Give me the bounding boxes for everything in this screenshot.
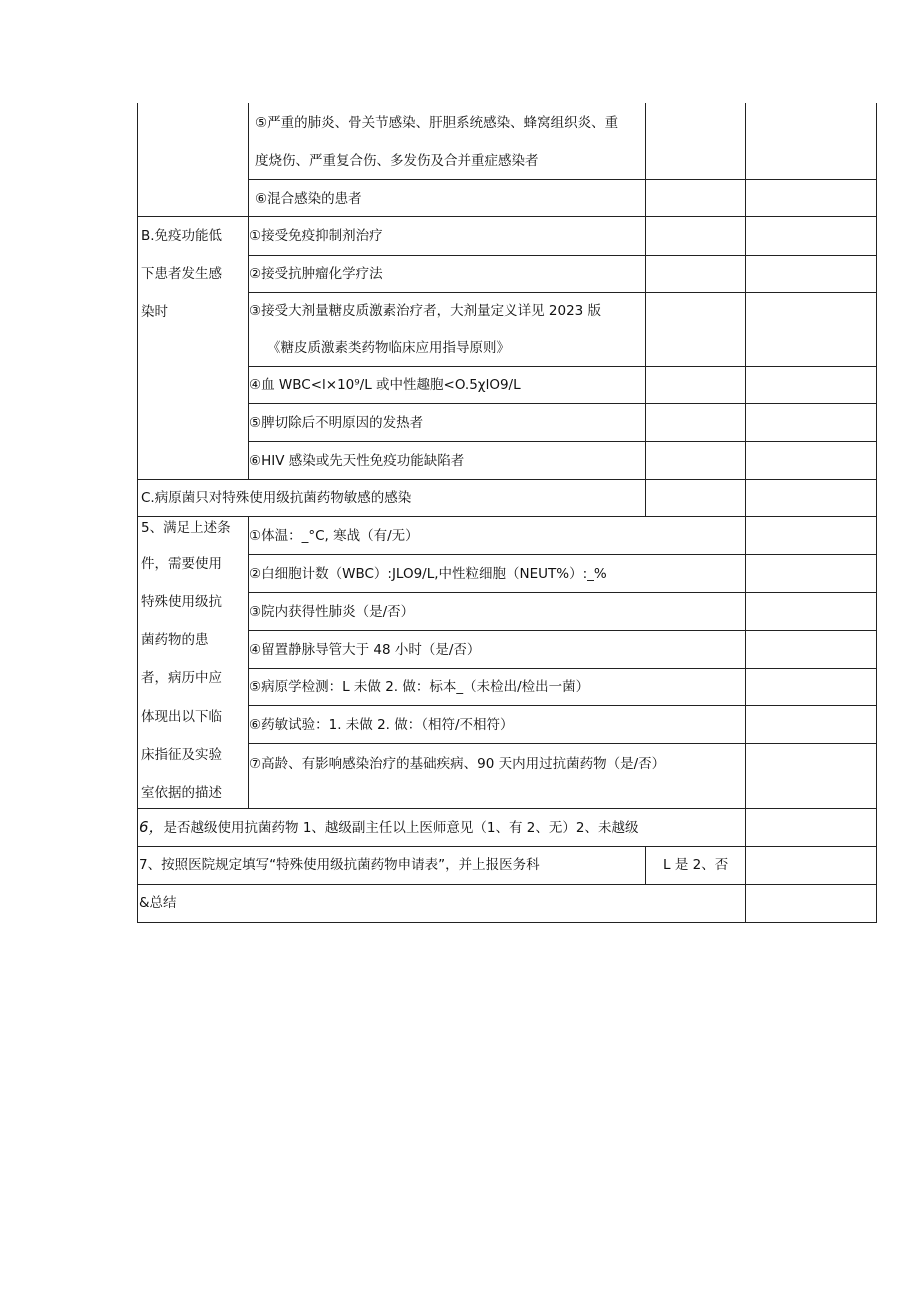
row-divider <box>248 403 877 404</box>
section-b-item: ⑤脾切除后不明原因的发热者 <box>249 415 424 431</box>
section-5-label: 室依据的描述 <box>141 785 222 801</box>
clinical-evidence-item: ⑦高龄、有影响感染治疗的基础疾病、90 天内用过抗菌药物（是/否） <box>249 756 666 772</box>
section-7-text: 7、按照医院规定填写“特殊使用级抗菌药物申请表”，并上报医务科 <box>139 857 540 873</box>
review-table <box>137 103 877 923</box>
criteria-item-5-line2: 度烧伤、严重复合伤、多发伤及合并重症感染者 <box>255 153 539 169</box>
section-6-question: 是否越级使用抗菌药物 1、越级副主任以上医师意见（1、有 2、无）2、未越级 <box>163 820 639 836</box>
clinical-evidence-item: ④留置静脉导管大于 48 小时（是/否） <box>249 642 481 658</box>
mid-column-divider <box>645 103 646 516</box>
section-c-text: C.病原菌只对特殊使用级抗菌药物敏感的感染 <box>141 490 412 506</box>
row-divider <box>137 479 877 480</box>
section-5-label: 5、满足上述条 <box>141 520 231 536</box>
section-b-item: ①接受免疫抑制剂治疗 <box>249 228 383 244</box>
row-divider <box>248 366 877 367</box>
row-divider <box>248 255 877 256</box>
section-8-summary: &总结 <box>139 895 177 911</box>
section-5-label: 者，病历中应 <box>141 670 222 686</box>
section-b-item: ⑥HIV 感染或先天性免疫功能缺陷者 <box>249 453 465 469</box>
section-b-item: 《糖皮质激素类药物临床应用指导原则》 <box>267 340 510 356</box>
section-b-label: B.免疫功能低 <box>141 228 223 244</box>
row-divider <box>248 705 877 706</box>
right-column-divider <box>745 103 746 923</box>
table-right-border <box>876 103 877 923</box>
clinical-evidence-item: ⑥药敏试验：1. 未做 2. 做：（相符/不相符） <box>249 717 514 733</box>
row-divider <box>248 630 877 631</box>
row-divider <box>248 592 877 593</box>
section-b-item: ②接受抗肿瘤化学疗法 <box>249 266 383 282</box>
section-5-label: 菌药物的患 <box>141 632 209 648</box>
table-left-border <box>137 103 138 923</box>
row-divider <box>137 846 877 847</box>
section-6-text <box>139 818 639 837</box>
section-5-label: 床指征及实验 <box>141 747 222 763</box>
section-7-answer: L 是 2、否 <box>663 857 729 873</box>
section-b-item: ③接受大剂量糖皮质激素治疗者，大剂量定义详见 2023 版 <box>249 303 602 319</box>
section-5-label: 件，需要使用 <box>141 556 222 572</box>
row-divider <box>248 743 877 744</box>
row-divider <box>248 179 877 180</box>
row-divider <box>248 668 877 669</box>
mid-column-divider <box>645 846 646 884</box>
row-divider <box>248 554 877 555</box>
clinical-evidence-item: ③院内获得性肺炎（是/否） <box>249 604 415 620</box>
row-divider <box>137 884 877 885</box>
clinical-evidence-item: ②白细胞计数（WBC）:JLO9/L,中性粒细胞（NEUT%）:_% <box>249 566 607 582</box>
section-b-label: 染时 <box>141 304 168 320</box>
section-b-label: 下患者发生感 <box>141 266 222 282</box>
clinical-evidence-item: ⑤病原学检测：L 未做 2. 做：标本_（未检出/检出一菌） <box>249 679 590 695</box>
clinical-evidence-item: ①体温：_°C, 寒战（有/无） <box>249 528 419 544</box>
row-divider <box>137 922 877 923</box>
section-b-item: ④血 WBC<l×10⁹/L 或中性趣胞<O.5χlO9/L <box>249 377 521 393</box>
criteria-item-6: ⑥混合感染的患者 <box>255 191 362 207</box>
row-divider <box>137 808 877 809</box>
row-divider <box>248 292 877 293</box>
section-5-label: 体现出以下临 <box>141 709 222 725</box>
criteria-item-5-line1: ⑤严重的肺炎、骨关节感染、肝胆系统感染、蜂窝组织炎、重 <box>255 115 619 131</box>
row-divider <box>248 441 877 442</box>
section-6-number: 6， <box>139 818 164 836</box>
section-5-label: 特殊使用级抗 <box>141 594 222 610</box>
